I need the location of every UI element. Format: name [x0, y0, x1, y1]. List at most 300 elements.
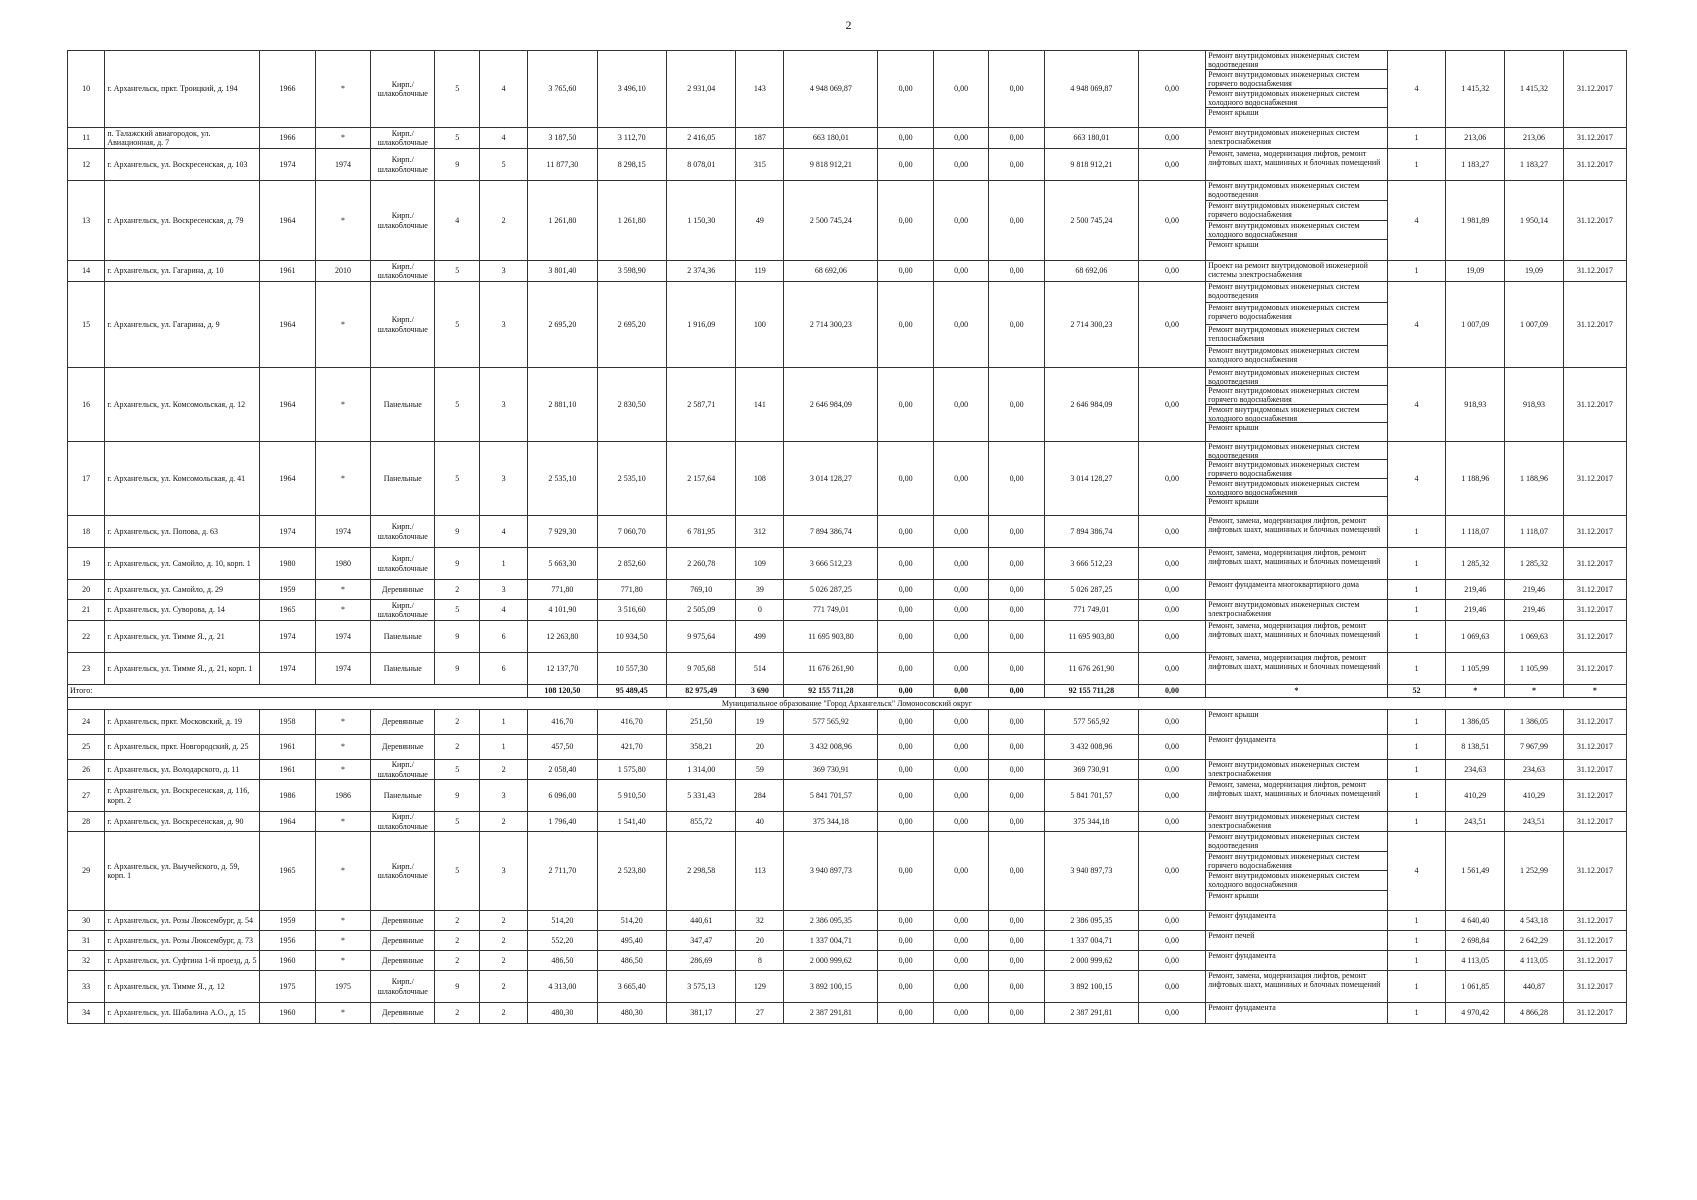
table-row — [68, 548, 1627, 580]
max-unit-cost-cell: 1 386,05 — [1505, 710, 1564, 735]
repair-work-item: Ремонт крыши — [1208, 240, 1259, 250]
repair-work-item: Ремонт, замена, модернизация лифтов, ремонт лифтовых шахт, машинных и блочных помещений — [1208, 653, 1381, 671]
residential-area-cell: 6 781,95 — [666, 516, 735, 548]
overhaul-year-cell: 1980 — [315, 548, 371, 580]
local-budget-cell: 0,00 — [989, 149, 1045, 181]
premises-area-cell: 2 852,60 — [597, 548, 666, 580]
floors-cell: 5 — [435, 51, 480, 128]
completion-date-cell: 31.12.2017 — [1563, 931, 1626, 951]
entrances-cell: 3 — [480, 261, 528, 282]
residential-area-cell: 1 916,09 — [666, 282, 735, 368]
completion-date-cell: 31.12.2017 — [1563, 128, 1626, 149]
premises-area-cell: 2 695,20 — [597, 282, 666, 368]
address-cell: г. Архангельск, ул. Гагарина, д. 10 — [105, 261, 260, 282]
total-cost-cell: 92 155 711,28 — [784, 685, 878, 698]
table-row — [68, 832, 1627, 911]
work-count-cell: 1 — [1387, 653, 1446, 685]
row-number: 16 — [68, 368, 105, 442]
wall-material-cell: Деревянные — [371, 1003, 435, 1024]
entrances-cell: 2 — [480, 971, 528, 1003]
local-budget-cell: 0,00 — [989, 931, 1045, 951]
work-count-cell: 4 — [1387, 442, 1446, 516]
premises-area-cell: 1 261,80 — [597, 181, 666, 261]
owners-funds-cell: 3 432 008,96 — [1044, 735, 1138, 760]
repair-work-item: Ремонт крыши — [1208, 496, 1259, 506]
premises-area-cell: 1 575,80 — [597, 760, 666, 780]
entrances-cell: 3 — [480, 282, 528, 368]
table-row — [68, 735, 1627, 760]
residential-area-cell: 9 705,68 — [666, 653, 735, 685]
overhaul-year-cell: 1986 — [315, 780, 371, 812]
overhaul-year-cell: * — [315, 760, 371, 780]
floors-cell: 9 — [435, 780, 480, 812]
premises-area-cell: 2 523,80 — [597, 832, 666, 911]
build-year-cell: 1965 — [260, 600, 316, 621]
repair-work-item: Ремонт, замена, модернизация лифтов, ремонт лифтовых шахт, машинных и блочных помещений — [1208, 149, 1381, 167]
table-row — [68, 911, 1627, 931]
row-number: 21 — [68, 600, 105, 621]
build-year-cell: 1974 — [260, 653, 316, 685]
completion-date-cell: 31.12.2017 — [1563, 368, 1626, 442]
repair-works-cell — [1206, 368, 1388, 442]
total-z4-cell: 0,00 — [1138, 685, 1205, 698]
repair-work-item: Ремонт внутридомовых инженерных систем горячего водоснабжения — [1206, 460, 1387, 478]
floors-cell: 9 — [435, 653, 480, 685]
table-body — [68, 51, 1627, 1024]
residential-area-cell: 440,61 — [666, 911, 735, 931]
wall-material-cell: Кирп./ шлакоблочные — [371, 261, 435, 282]
regional-budget-cell: 0,00 — [933, 760, 989, 780]
address-cell: г. Архангельск, ул. Володарского, д. 11 — [105, 760, 260, 780]
floors-cell: 5 — [435, 442, 480, 516]
repair-works-cell — [1206, 442, 1388, 516]
table-row — [68, 653, 1627, 685]
wall-material-cell: Панельные — [371, 653, 435, 685]
unit-cost-cell: 4 640,40 — [1446, 911, 1505, 931]
other-funds-cell: 0,00 — [1138, 971, 1205, 1003]
max-unit-cost-cell: 1 183,27 — [1505, 149, 1564, 181]
repair-work-item: Ремонт внутридомовых инженерных систем водоотведения — [1206, 181, 1387, 201]
local-budget-cell: 0,00 — [989, 181, 1045, 261]
residential-area-cell: 2 157,64 — [666, 442, 735, 516]
residential-area-cell: 358,21 — [666, 735, 735, 760]
residents-cell: 315 — [736, 149, 784, 181]
repair-works-cell — [1206, 51, 1388, 128]
table-row — [68, 51, 1627, 128]
address-cell: г. Архангельск, ул. Тимме Я., д. 21 — [105, 621, 260, 653]
regional-budget-cell: 0,00 — [933, 951, 989, 971]
total-cost-cell: 7 894 386,74 — [784, 516, 878, 548]
local-budget-cell: 0,00 — [989, 600, 1045, 621]
row-number: 12 — [68, 149, 105, 181]
table-row — [68, 128, 1627, 149]
other-funds-cell: 0,00 — [1138, 653, 1205, 685]
overhaul-year-cell: 1975 — [315, 971, 371, 1003]
unit-cost-cell: 1 561,49 — [1446, 832, 1505, 911]
table-row — [68, 580, 1627, 600]
other-funds-cell: 0,00 — [1138, 621, 1205, 653]
repair-register-table — [67, 50, 1627, 1024]
other-funds-cell: 0,00 — [1138, 368, 1205, 442]
regional-budget-cell: 0,00 — [933, 368, 989, 442]
table-row — [68, 812, 1627, 832]
work-count-cell: 4 — [1387, 368, 1446, 442]
residents-cell: 312 — [736, 516, 784, 548]
owners-funds-cell: 5 026 287,25 — [1044, 580, 1138, 600]
total-works-cell: * — [1206, 685, 1388, 698]
work-count-cell: 1 — [1387, 261, 1446, 282]
address-cell: г. Архангельск, пркт. Троицкий, д. 194 — [105, 51, 260, 128]
wall-material-cell: Панельные — [371, 368, 435, 442]
build-year-cell: 1964 — [260, 812, 316, 832]
repair-works-cell — [1206, 931, 1388, 951]
owners-funds-cell: 68 692,06 — [1044, 261, 1138, 282]
fund-share-cell: 0,00 — [878, 580, 934, 600]
address-cell: г. Архангельск, ул. Розы Люксембург, д. 54 — [105, 911, 260, 931]
unit-cost-cell: 213,06 — [1446, 128, 1505, 149]
floors-cell: 2 — [435, 735, 480, 760]
wall-material-cell: Панельные — [371, 780, 435, 812]
premises-area-cell: 3 516,60 — [597, 600, 666, 621]
fund-share-cell: 0,00 — [878, 261, 934, 282]
total-z2-cell: 0,00 — [933, 685, 989, 698]
fund-share-cell: 0,00 — [878, 832, 934, 911]
address-cell: г. Архангельск, пркт. Московский, д. 19 — [105, 710, 260, 735]
floors-cell: 9 — [435, 516, 480, 548]
residents-cell: 8 — [736, 951, 784, 971]
total-area-cell: 2 058,40 — [528, 760, 597, 780]
residential-area-cell: 286,69 — [666, 951, 735, 971]
residential-area-cell: 2 587,71 — [666, 368, 735, 442]
residents-cell: 20 — [736, 931, 784, 951]
entrances-cell: 5 — [480, 149, 528, 181]
table-row — [68, 600, 1627, 621]
repair-work-item: Ремонт, замена, модернизация лифтов, ремонт лифтовых шахт, машинных и блочных помещений — [1208, 548, 1381, 566]
max-unit-cost-cell: 918,93 — [1505, 368, 1564, 442]
owners-funds-cell: 1 337 004,71 — [1044, 931, 1138, 951]
floors-cell: 5 — [435, 261, 480, 282]
total-area-cell: 7 929,30 — [528, 516, 597, 548]
total-cost-cell: 577 565,92 — [784, 710, 878, 735]
regional-budget-cell: 0,00 — [933, 580, 989, 600]
row-number: 11 — [68, 128, 105, 149]
completion-date-cell: 31.12.2017 — [1563, 600, 1626, 621]
fund-share-cell: 0,00 — [878, 516, 934, 548]
owners-funds-cell: 11 676 261,90 — [1044, 653, 1138, 685]
repair-works-cell — [1206, 735, 1388, 760]
residents-cell: 40 — [736, 812, 784, 832]
regional-budget-cell: 0,00 — [933, 181, 989, 261]
build-year-cell: 1974 — [260, 149, 316, 181]
residential-area-cell: 3 575,13 — [666, 971, 735, 1003]
row-number: 24 — [68, 710, 105, 735]
build-year-cell: 1964 — [260, 442, 316, 516]
repair-work-item: Ремонт внутридомовых инженерных систем водоотведения — [1206, 368, 1387, 386]
wall-material-cell: Деревянные — [371, 580, 435, 600]
floors-cell: 5 — [435, 128, 480, 149]
total-res-cell: 3 690 — [736, 685, 784, 698]
entrances-cell: 4 — [480, 600, 528, 621]
premises-area-cell: 1 541,40 — [597, 812, 666, 832]
entrances-cell: 4 — [480, 516, 528, 548]
repair-works-cell — [1206, 261, 1388, 282]
row-number: 14 — [68, 261, 105, 282]
work-count-cell: 1 — [1387, 760, 1446, 780]
unit-cost-cell: 1 183,27 — [1446, 149, 1505, 181]
build-year-cell: 1959 — [260, 911, 316, 931]
other-funds-cell: 0,00 — [1138, 832, 1205, 911]
completion-date-cell: 31.12.2017 — [1563, 735, 1626, 760]
premises-area-cell: 2 830,50 — [597, 368, 666, 442]
total-cost-cell: 68 692,06 — [784, 261, 878, 282]
address-cell: г. Архангельск, пркт. Новгородский, д. 25 — [105, 735, 260, 760]
regional-budget-cell: 0,00 — [933, 971, 989, 1003]
owners-funds-cell: 7 894 386,74 — [1044, 516, 1138, 548]
total-area-cell: 5 663,30 — [528, 548, 597, 580]
work-count-cell: 4 — [1387, 51, 1446, 128]
local-budget-cell: 0,00 — [989, 971, 1045, 1003]
overhaul-year-cell: * — [315, 51, 371, 128]
total-cnt-cell: 52 — [1387, 685, 1446, 698]
address-cell: г. Архангельск, ул. Попова, д. 63 — [105, 516, 260, 548]
build-year-cell: 1961 — [260, 735, 316, 760]
total-cost-cell: 2 386 095,35 — [784, 911, 878, 931]
total-cost-cell: 11 676 261,90 — [784, 653, 878, 685]
completion-date-cell: 31.12.2017 — [1563, 181, 1626, 261]
residents-cell: 284 — [736, 780, 784, 812]
total-area-cell: 1 796,40 — [528, 812, 597, 832]
repair-work-item: Ремонт внутридомовых инженерных систем водоотведения — [1206, 282, 1387, 303]
build-year-cell: 1966 — [260, 128, 316, 149]
repair-work-item: Ремонт внутридомовых инженерных систем водоотведения — [1206, 442, 1387, 460]
max-unit-cost-cell: 440,87 — [1505, 971, 1564, 1003]
unit-cost-cell: 234,63 — [1446, 760, 1505, 780]
total-p1-cell: * — [1446, 685, 1505, 698]
work-count-cell: 1 — [1387, 971, 1446, 1003]
build-year-cell: 1958 — [260, 710, 316, 735]
repair-work-item: Ремонт внутридомовых инженерных систем теплоснабжения — [1206, 325, 1387, 346]
fund-share-cell: 0,00 — [878, 951, 934, 971]
repair-works-cell — [1206, 600, 1388, 621]
work-count-cell: 4 — [1387, 282, 1446, 368]
completion-date-cell: 31.12.2017 — [1563, 1003, 1626, 1024]
floors-cell: 5 — [435, 282, 480, 368]
regional-budget-cell: 0,00 — [933, 128, 989, 149]
work-count-cell: 1 — [1387, 548, 1446, 580]
entrances-cell: 2 — [480, 911, 528, 931]
completion-date-cell: 31.12.2017 — [1563, 51, 1626, 128]
work-count-cell: 1 — [1387, 580, 1446, 600]
completion-date-cell: 31.12.2017 — [1563, 548, 1626, 580]
unit-cost-cell: 219,46 — [1446, 580, 1505, 600]
residents-cell: 514 — [736, 653, 784, 685]
total-cost-cell: 11 695 903,80 — [784, 621, 878, 653]
regional-budget-cell: 0,00 — [933, 442, 989, 516]
residents-cell: 0 — [736, 600, 784, 621]
repair-works-cell — [1206, 548, 1388, 580]
overhaul-year-cell: * — [315, 368, 371, 442]
overhaul-year-cell: * — [315, 600, 371, 621]
total-cost-cell: 3 892 100,15 — [784, 971, 878, 1003]
other-funds-cell: 0,00 — [1138, 282, 1205, 368]
owners-funds-cell: 3 014 128,27 — [1044, 442, 1138, 516]
row-number: 20 — [68, 580, 105, 600]
table-row — [68, 971, 1627, 1003]
work-count-cell: 1 — [1387, 710, 1446, 735]
fund-share-cell: 0,00 — [878, 149, 934, 181]
total-area-cell: 552,20 — [528, 931, 597, 951]
floors-cell: 2 — [435, 1003, 480, 1024]
fund-share-cell: 0,00 — [878, 282, 934, 368]
other-funds-cell: 0,00 — [1138, 149, 1205, 181]
floors-cell: 2 — [435, 580, 480, 600]
address-cell: г. Архангельск, ул. Выучейского, д. 59, корп. 1 — [105, 832, 260, 911]
work-count-cell: 1 — [1387, 780, 1446, 812]
residents-cell: 187 — [736, 128, 784, 149]
regional-budget-cell: 0,00 — [933, 812, 989, 832]
local-budget-cell: 0,00 — [989, 621, 1045, 653]
build-year-cell: 1959 — [260, 580, 316, 600]
page-number: 2 — [845, 18, 852, 32]
residents-cell: 109 — [736, 548, 784, 580]
repair-works-cell — [1206, 580, 1388, 600]
total-area-cell: 3 765,60 — [528, 51, 597, 128]
owners-funds-cell: 577 565,92 — [1044, 710, 1138, 735]
row-number: 32 — [68, 951, 105, 971]
floors-cell: 9 — [435, 149, 480, 181]
overhaul-year-cell: * — [315, 710, 371, 735]
total-cost-cell: 4 948 069,87 — [784, 51, 878, 128]
residents-cell: 499 — [736, 621, 784, 653]
build-year-cell: 1966 — [260, 51, 316, 128]
wall-material-cell: Кирп./ шлакоблочные — [371, 548, 435, 580]
row-number: 28 — [68, 812, 105, 832]
total-area-cell: 6 096,00 — [528, 780, 597, 812]
max-unit-cost-cell: 213,06 — [1505, 128, 1564, 149]
wall-material-cell: Кирп./ шлакоблочные — [371, 971, 435, 1003]
completion-date-cell: 31.12.2017 — [1563, 282, 1626, 368]
repair-work-item: Ремонт крыши — [1208, 710, 1259, 719]
entrances-cell: 3 — [480, 368, 528, 442]
max-unit-cost-cell: 1 415,32 — [1505, 51, 1564, 128]
completion-date-cell: 31.12.2017 — [1563, 812, 1626, 832]
floors-cell: 2 — [435, 951, 480, 971]
total-area-cell: 457,50 — [528, 735, 597, 760]
max-unit-cost-cell: 1 007,09 — [1505, 282, 1564, 368]
entrances-cell: 2 — [480, 181, 528, 261]
table-row — [68, 1003, 1627, 1024]
unit-cost-cell: 918,93 — [1446, 368, 1505, 442]
completion-date-cell: 31.12.2017 — [1563, 261, 1626, 282]
max-unit-cost-cell: 1 069,63 — [1505, 621, 1564, 653]
repair-works-cell — [1206, 149, 1388, 181]
unit-cost-cell: 410,29 — [1446, 780, 1505, 812]
work-count-cell: 1 — [1387, 911, 1446, 931]
total-cost-cell: 771 749,01 — [784, 600, 878, 621]
max-unit-cost-cell: 4 543,18 — [1505, 911, 1564, 931]
max-unit-cost-cell: 1 188,96 — [1505, 442, 1564, 516]
local-budget-cell: 0,00 — [989, 1003, 1045, 1024]
residential-area-cell: 8 078,01 — [666, 149, 735, 181]
repair-work-item: Ремонт, замена, модернизация лифтов, ремонт лифтовых шахт, машинных и блочных помещений — [1208, 780, 1381, 798]
other-funds-cell: 0,00 — [1138, 951, 1205, 971]
max-unit-cost-cell: 219,46 — [1505, 600, 1564, 621]
max-unit-cost-cell: 1 950,14 — [1505, 181, 1564, 261]
entrances-cell: 3 — [480, 442, 528, 516]
regional-budget-cell: 0,00 — [933, 735, 989, 760]
repair-work-item: Ремонт внутридомовых инженерных систем холодного водоснабжения — [1206, 871, 1387, 891]
wall-material-cell: Панельные — [371, 442, 435, 516]
other-funds-cell: 0,00 — [1138, 600, 1205, 621]
regional-budget-cell: 0,00 — [933, 261, 989, 282]
repair-work-item: Ремонт внутридомовых инженерных систем горячего водоснабжения — [1206, 852, 1387, 872]
max-unit-cost-cell: 4 866,28 — [1505, 1003, 1564, 1024]
repair-work-item: Ремонт фундамента — [1208, 1003, 1276, 1012]
address-cell: г. Архангельск, ул. Воскресенская, д. 90 — [105, 812, 260, 832]
entrances-cell: 6 — [480, 621, 528, 653]
local-budget-cell: 0,00 — [989, 832, 1045, 911]
wall-material-cell: Кирп./ шлакоблочные — [371, 516, 435, 548]
repair-works-cell — [1206, 181, 1388, 261]
overhaul-year-cell: * — [315, 580, 371, 600]
wall-material-cell: Кирп./ шлакоблочные — [371, 760, 435, 780]
floors-cell: 2 — [435, 710, 480, 735]
address-cell: г. Архангельск, ул. Тимме Я., д. 21, корп. 1 — [105, 653, 260, 685]
owners-funds-cell: 2 000 999,62 — [1044, 951, 1138, 971]
total-a1-cell: 108 120,50 — [528, 685, 597, 698]
table-row — [68, 149, 1627, 181]
regional-budget-cell: 0,00 — [933, 653, 989, 685]
overhaul-year-cell: 1974 — [315, 621, 371, 653]
repair-work-item: Ремонт крыши — [1208, 890, 1259, 900]
max-unit-cost-cell: 243,51 — [1505, 812, 1564, 832]
total-area-cell: 480,30 — [528, 1003, 597, 1024]
total-cost-cell: 2 500 745,24 — [784, 181, 878, 261]
build-year-cell: 1961 — [260, 760, 316, 780]
owners-funds-cell: 9 818 912,21 — [1044, 149, 1138, 181]
build-year-cell: 1964 — [260, 181, 316, 261]
address-cell: г. Архангельск, ул. Воскресенская, д. 79 — [105, 181, 260, 261]
address-cell: г. Архангельск, ул. Самойло, д. 10, корп. 1 — [105, 548, 260, 580]
residents-cell: 108 — [736, 442, 784, 516]
repair-work-item: Ремонт печей — [1208, 931, 1255, 940]
repair-work-item: Проект на ремонт внутридомовой инженерной системы электроснабжения — [1208, 261, 1368, 279]
completion-date-cell: 31.12.2017 — [1563, 653, 1626, 685]
other-funds-cell: 0,00 — [1138, 735, 1205, 760]
entrances-cell: 1 — [480, 710, 528, 735]
unit-cost-cell: 4 113,05 — [1446, 951, 1505, 971]
premises-area-cell: 7 060,70 — [597, 516, 666, 548]
residents-cell: 141 — [736, 368, 784, 442]
premises-area-cell: 3 112,70 — [597, 128, 666, 149]
owners-funds-cell: 2 646 984,09 — [1044, 368, 1138, 442]
build-year-cell: 1961 — [260, 261, 316, 282]
table-row — [68, 442, 1627, 516]
local-budget-cell: 0,00 — [989, 580, 1045, 600]
repair-works-cell — [1206, 760, 1388, 780]
residential-area-cell: 2 931,04 — [666, 51, 735, 128]
owners-funds-cell: 5 841 701,57 — [1044, 780, 1138, 812]
residents-cell: 27 — [736, 1003, 784, 1024]
build-year-cell: 1964 — [260, 282, 316, 368]
table-row — [68, 931, 1627, 951]
entrances-cell: 2 — [480, 760, 528, 780]
local-budget-cell: 0,00 — [989, 516, 1045, 548]
total-area-cell: 2 535,10 — [528, 442, 597, 516]
fund-share-cell: 0,00 — [878, 780, 934, 812]
regional-budget-cell: 0,00 — [933, 516, 989, 548]
repair-work-item: Ремонт внутридомовых инженерных систем электроснабжения — [1208, 812, 1360, 830]
